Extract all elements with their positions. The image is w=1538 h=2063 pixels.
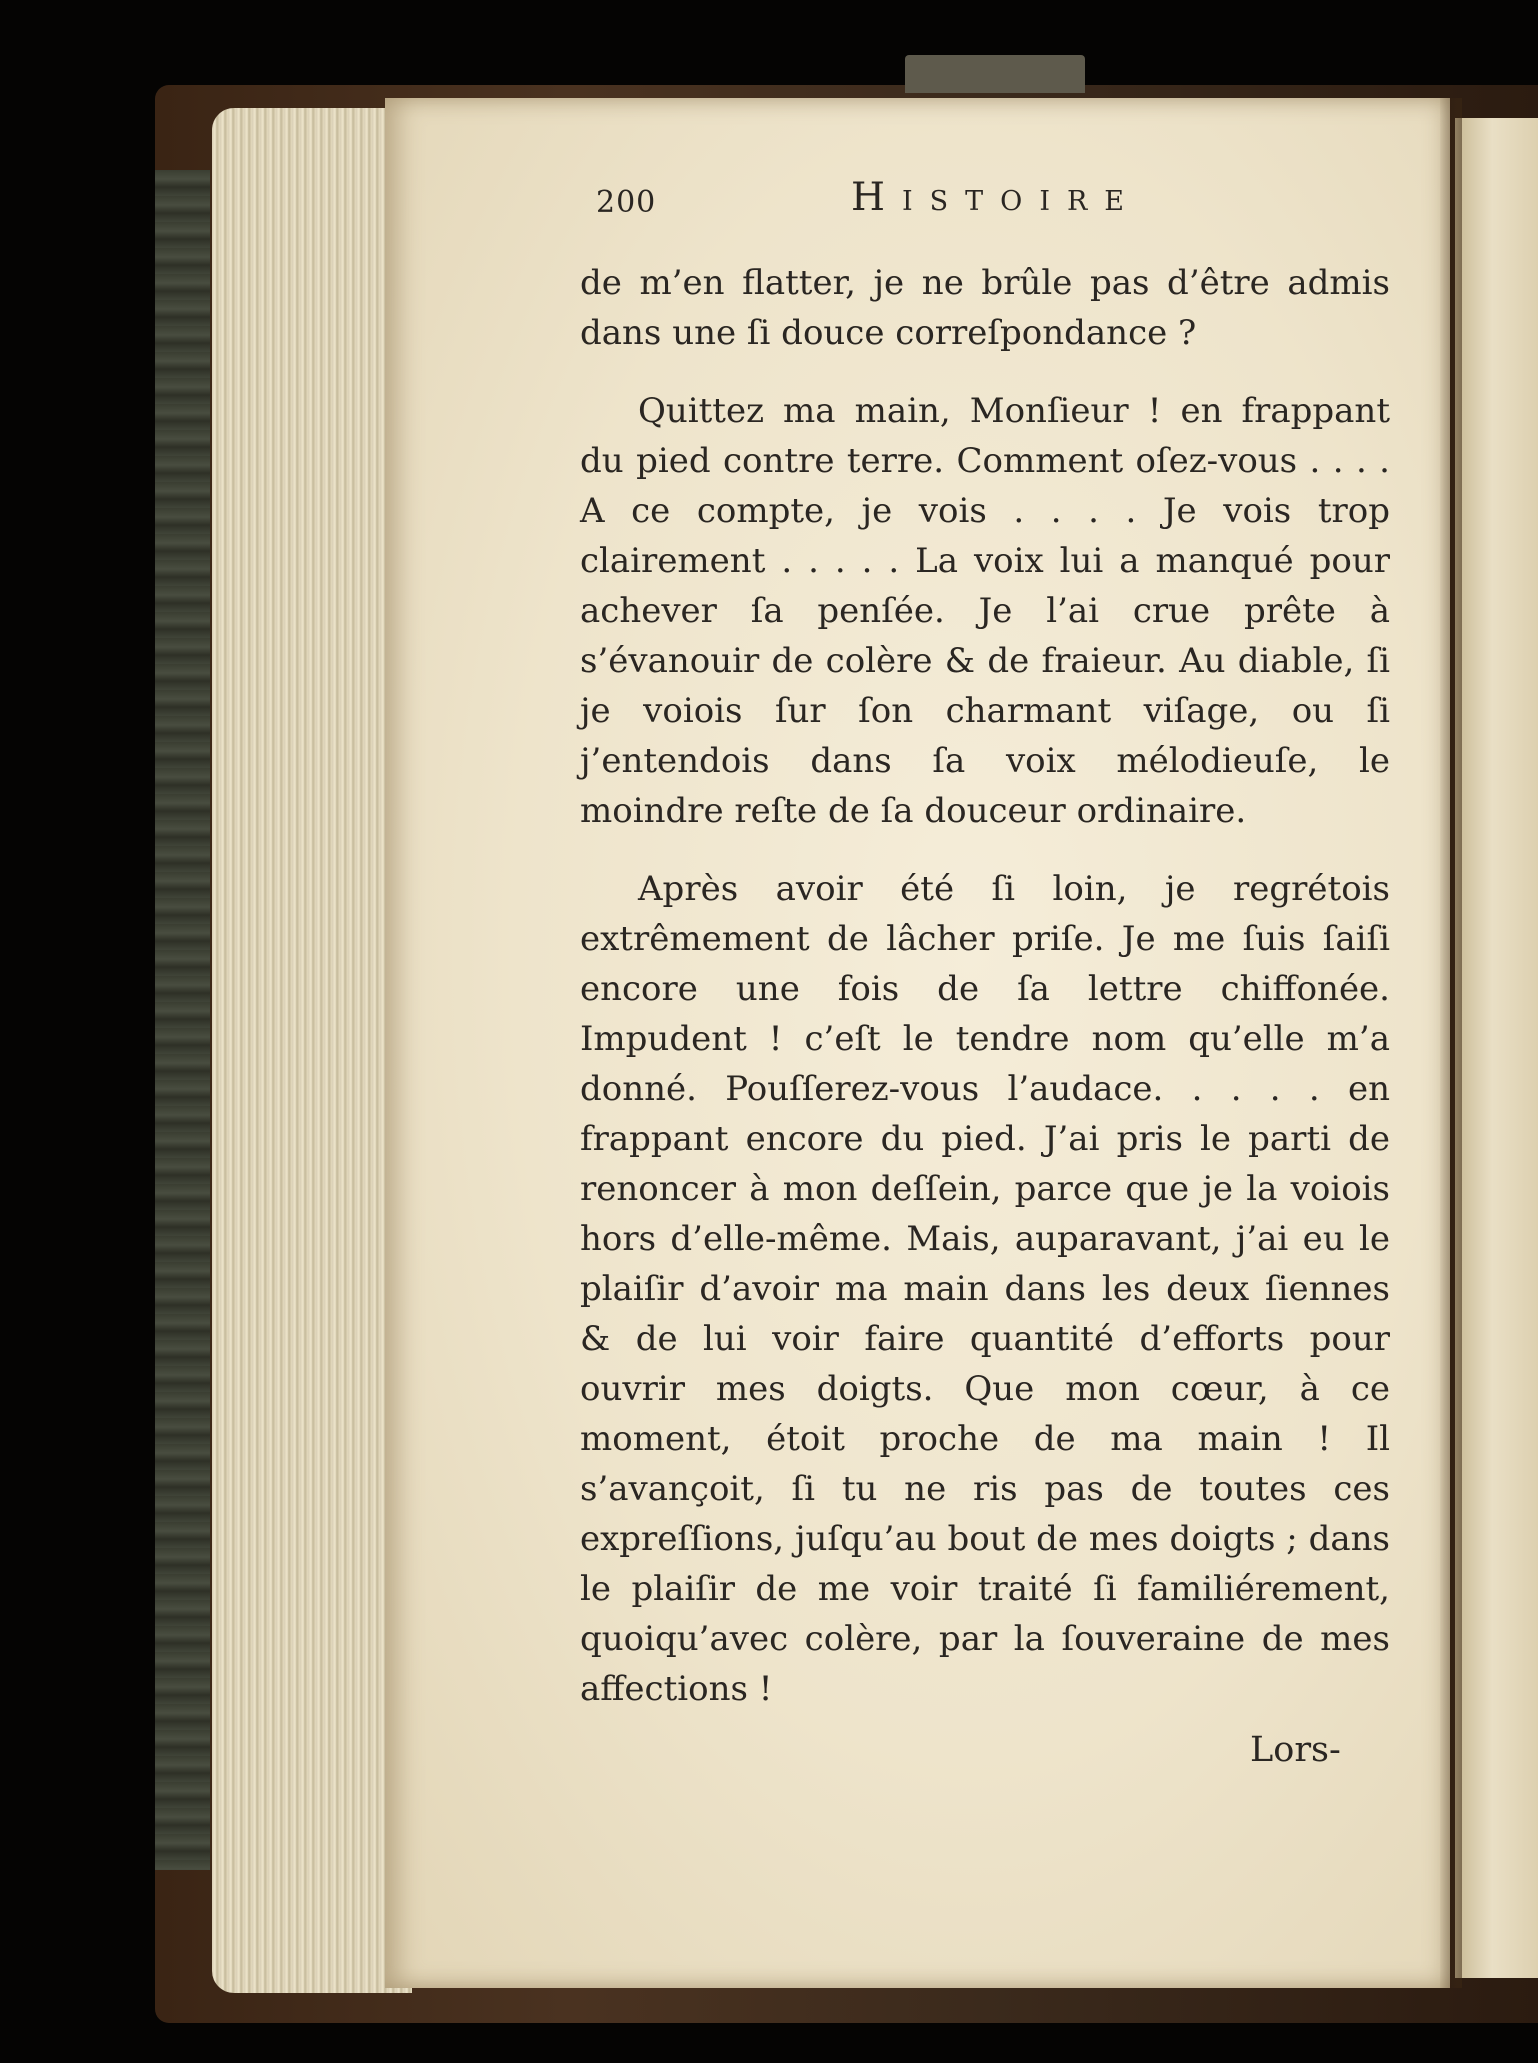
running-head: Histoire [851,175,1142,220]
page-edges [212,108,412,1993]
gutter-shadow [1440,98,1462,1988]
marbled-cover-edge [155,170,210,1870]
catchword: Lors- [1250,1730,1341,1770]
facing-page-edge [1455,118,1538,1978]
book-clasp [905,55,1085,93]
page-header [596,175,1386,223]
body-text [580,258,1390,1714]
paragraph: Quittez ma main, Monſieur ! en frappant du pied contre terre. Comment oſez-vous . . . . A ce compte, je vois . . . . Je vois trop clairement . . . . . La voix lui a manqué pour achever ſa penſée. Je l’ai crue prête à s’évanouir de colère & de fraieur. Au diable, ſi je voiois ſur ſon charmant viſage, ou ſi j’entendois dans ſa voix mélodieuſe, le moindre reſte de ſa douceur ordinaire. [580,391,1390,831]
page-number: 200 [596,185,657,220]
paragraph-continuation: de m’en flatter, je ne brûle pas d’être admis dans une ſi douce correſpondance ? [580,263,1390,353]
paragraph: Après avoir été ſi loin, je regrétois extrêmement de lâcher priſe. Je me ſuis ſaiſi encore une fois de ſa lettre chiffonée. Impudent ! c’eſt le tendre nom qu’elle m’a donné. Pouſſerez-vous l’audace. . . . . en frappant encore du pied. J’ai pris le parti de renoncer à mon deſſein, parce que je la voiois hors d’elle-même. Mais, auparavant, j’ai eu le plaiſir d’avoir ma main dans les deux ſiennes & de lui voir faire quantité d’efforts pour ouvrir mes doigts. Que mon cœur, à ce moment, étoit proche de ma main ! Il s’avançoit, ſi tu ne ris pas de toutes ces expreſſions, juſqu’au bout de mes doigts ; dans le plaiſir de me voir traité ſi familiérement, quoiqu’avec colère, par la ſouveraine de mes affections ! [580,869,1390,1709]
